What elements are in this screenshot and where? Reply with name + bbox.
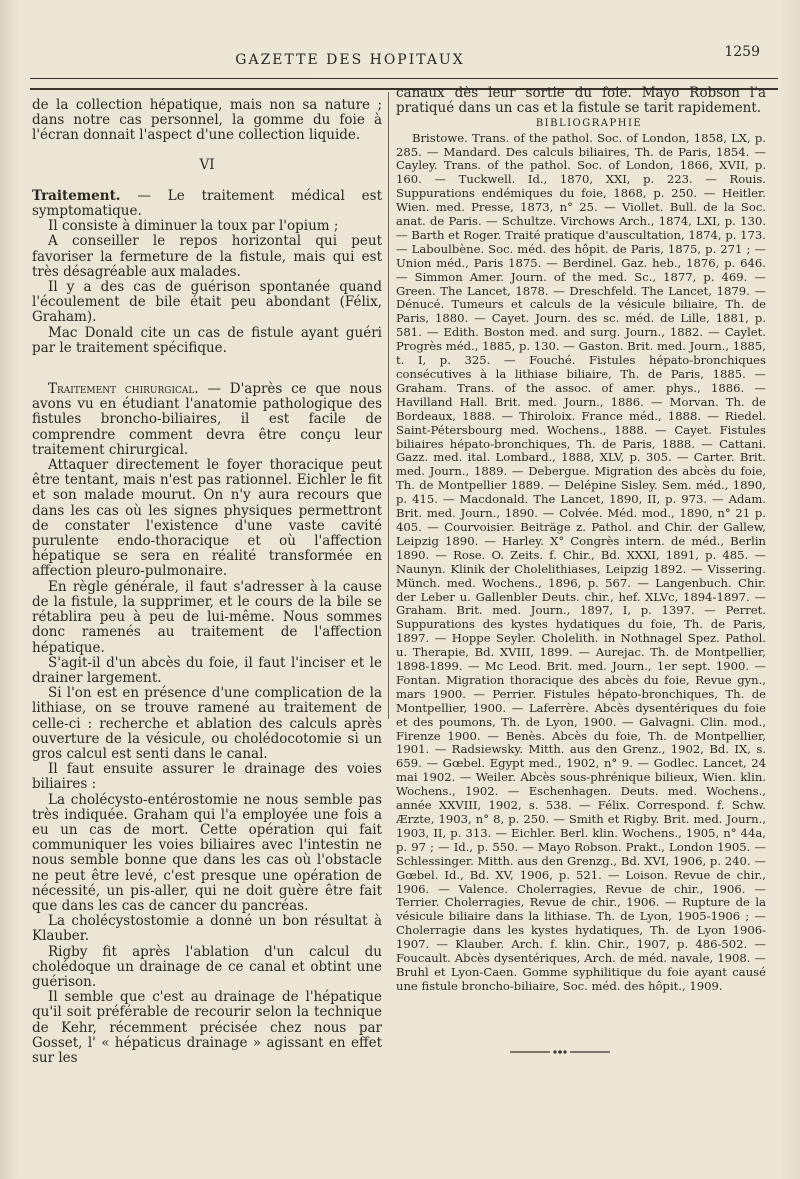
spacer — [32, 356, 382, 382]
surgical-heading: Traitement chirurgical. — [48, 381, 199, 398]
section-number: VI — [199, 156, 215, 173]
paragraph: Il consiste à diminuer la toux par l'opium ; — [48, 218, 339, 235]
paragraph: La cholécysto-entérostomie ne nous semble pas très indiquée. Graham qui l'a employée une fois a eu un cas de mort. Cette opération qui fait communiquer les voies biliaires avec l'intestin ne nous semble bonne que dans les cas où l'obstacle ne peut être levé, c'est presque une opération de nécessité, un pis-aller, qui ne doit guère être fait que dans les cas de cancer du pancréas. — [32, 791, 382, 914]
right-column — [396, 86, 766, 1046]
paragraph: Il faut ensuite assurer le drainage des voies biliaires : — [32, 761, 382, 793]
treatment-text: — Le traitement médical est symptomatique. — [32, 187, 382, 220]
paragraph-treatment — [32, 189, 382, 219]
paragraph: La cholécystostomie a donné un bon résultat à Klauber. — [32, 913, 382, 945]
left-column — [32, 98, 382, 1108]
paragraph: canaux dès leur sortie du foie. Mayo Robson l'a pratiqué dans un cas et la fistule se tarit rapidement. — [396, 86, 766, 117]
page-header-title: GAZETTE DES HOPITAUX — [235, 52, 465, 68]
paragraph: de la collection hépatique, mais non sa nature ; dans notre cas personnel, la gomme du foie à l'écran donnait l'aspect d'une collection liquide. — [32, 98, 382, 144]
paragraph: En règle générale, il faut s'adresser à la cause de la fistule, la supprimer, et le cours de la bile se rétablira peu à peu de lui-même. Nous sommes donc ramenés au traitement de l'affection hépatique. — [32, 578, 382, 656]
paragraph: Attaquer directement le foyer thoracique peut être tentant, mais n'est pas rationnel. Eichler le fit et son malade mourut. On n'y aura recours que dans les cas où les signes physiques permettront de constater l'existence d'une vaste cavité purulente endo-thoracique et où l'affection hépatique se sera en réalité transformée en affection pleuro-pulmonaire. — [32, 457, 382, 580]
paragraph: A conseiller le repos horizontal qui peut favoriser la fermeture de la fistule, mais qui est très désagréable aux malades. — [32, 233, 382, 280]
paragraph: Si l'on est en présence d'une complication de la lithiase, on se trouve ramené au traitement de celle-ci : recherche et ablation des calculs après ouverture de la vésicule, ou cholédocotomie si un gros calcul est senti dans le canal. — [32, 685, 382, 762]
treatment-heading: Traitement. — [32, 187, 121, 204]
surgical-text: — D'après ce que nous avons vu en étudiant l'anatomie pathologique des fistules broncho-biliaires, il est facile de comprendre comment devra être conçu leur traitement chirurgical. — [32, 381, 382, 458]
paragraph: Il semble que c'est au drainage de l'hépatique qu'il soit préférable de recourir selon la technique de Kehr, récemment précisée chez nous par Gosset, l' « hépaticus drainage » agissant en effet sur les — [32, 989, 382, 1066]
page-number: 1259 — [724, 44, 760, 60]
bibliography-heading: BIBLIOGRAPHIE — [535, 118, 643, 130]
end-ornament — [510, 1050, 610, 1054]
paragraph: Mac Donald cite un cas de fistule ayant guéri par le traitement spécifique. — [32, 324, 382, 356]
column-divider — [388, 92, 389, 719]
paragraph: S'agit-il d'un abcès du foie, il faut l'inciser et le drainer largement. — [32, 654, 382, 686]
paragraph-surgical — [32, 382, 382, 458]
bibliography-text: Bristowe. Trans. of the pathol. Soc. of London, 1858, LX, p. 285. — Mandard. Des calculs biliaires, Th. de Paris, 1854. — Cayley. Trans. of the pathol. Soc. of London, 1866, XVII, p. 160. — Tuckwell. Id., 1870, XXI, p. 223. — Rouis. Suppurations endémiques du foie, 1868, p. 250. — Heitler. Wien. med. Presse, 1873, n° 25. — Viollet. Bull. de la Soc. anat. de Paris. — Schultze. Virchows Arch., 1874, LXI, p. 130. — Barth et Roger. Traité pratique d'auscultation, 1874, p. 173. — Laboulbène. Soc. méd. des hôpit. de Paris, 1875, p. 271 ; — Union méd., Paris 1875. — Berdinel. Gaz. heb., 1876, p. 646. — Simmon Amer. Journ. of the med. Sc., 1877, p. 469. — Green. The Lancet, 1878. — Dreschfeld. The Lancet, 1879. — Dénucé. Tumeurs et calculs de la vésicule biliaire, Th. de Paris, 1880. — Cayet. Journ. des sc. méd. de Lille, 1881, p. 581. — Edith. Boston med. and surg. Journ., 1882. — Caylet. Progrès méd., 1885, p. 130. — Gaston. Brit. med. Journ., 1885, t. I, p. 325. — Fouché. Fistules hépato-bronchiques consécutives à la lithiase biliaire, Th. de Paris, 1885. — Graham. Trans. of the assoc. of amer. phys., 1886. — Havilland Hall. Brit. med. Journ., 1886. — Morvan. Th. de Bordeaux, 1888. — Thiroloix. France méd., 1888. — Riedel. Saint-Pétersbourg med. Wochens., 1888. — Cayet. Fistules biliaires hépato-bronchiques, Th. de Paris, 1888. — Cattani. Gazz. med. ital. Lombard., 1888, XLV, p. 305. — Carter. Brit. med. Journ., 1889. — Debergue. Migration des abcès du foie, Th. de Montpellier 1889. — Delépine Sisley. Sem. méd., 1890, p. 415. — Macdonald. The Lancet, 1890, II, p. 973. — Adam. Brit. med. Journ., 1890. — Colvée. Méd. mod., 1890, n° 21 p. 405. — Courvoisier. Beiträge z. Pathol. and Chir. der Gallew, Leipzig 1890. — Harley. X° Congrès intern. de méd., Berlin 1890. — Rose. O. Zeits. f. Chir., Bd. XXXI, 1891, p. 485. — Naunyn. Klinik der Cholelithiases, Leipzig 1892. — Vissering. Münch. med. Wochens., 1896, p. 567. — Langenbuch. Chir. der Leber u. Gallenbler Deuts. chir., hef. XLVc, 1894-1897. — Graham. Brit. med. Journ., 1897, I, p. 1397. — Perret. Suppurations des kystes hydatiques du foie, Th. de Paris, 1897. — Hoppe Seyler. Cholelith. in Nothnagel Spez. Pathol. u. Therapie, Bd. XVIII, 1899. — Aurejac. Th. de Montpellier, 1898-1899. — Mc Leod. Brit. med. Journ., 1er sept. 1900. — Fontan. Migration thoracique des abcès du foie, Revue gyn., mars 1900. — Perrier. Fistules hépato-bronchiques, Th. de Montpellier, 1900. — Laferrère. Abcès dysentériques du foie et des poumons, Th. de Lyon, 1900. — Galvagni. Clin. mod., Firenze 1900. — Benès. Abcès du foie, Th. de Montpellier, 1901. — Radsiewsky. Mitth. aus den Grenz., 1902, Bd. IX, s. 659. — Gœbel. Egypt med., 1902, n° 9. — Godlec. Lancet, 24 mai 1902. — Weiler. Abcès sous-phrénique bilieux, Wien. klin. Wochens., 1902. — Eschenhagen. Deuts. med. Wochens., année XXVIII, 1902, s. 538. — Félix. Correspond. f. Schw. Ærzte, 1903, n° 8, p. 250. — Smith et Rigby. Brit. med. Journ., 1903, II, p. 313. — Eichler. Berl. klin. Wochens., 1905, n° 44a, p. 97 ; — Id., p. 550. — Mayo Robson. Prakt., London 1905. — Schlessinger. Mitth. aus den Grenzg., Bd. XVI, 1906, p. 240. — Gœbel. Id., Bd. XV, 1906, p. 521. — Loison. Revue de chir., 1906. — Valence. Cholerragies, Revue de chir., 1906. — Terrier. Cholerragies, Revue de chir., 1906. — Rupture de la vésicule biliaire dans la lithiase. Th. de Lyon, 1905-1906 ; — Cholerragie dans les kystes hydatiques, Th. de Lyon 1906-1907. — Klauber. Arch. f. klin. Chir., 1907, p. 486-502. — Foucault. Abcès dysentériques, Arch. de méd. navale, 1908. — Bruhl et Lyon-Caen. Gomme syphilitique du foie ayant causé une fistule broncho-biliaire, Soc. méd. des hôpit., 1909. — [396, 130, 766, 993]
paragraph: Il y a des cas de guérison spontanée quand l'écoulement de bile était peu abondant (Félix, Graham). — [32, 279, 382, 326]
header-rule-top — [30, 78, 778, 79]
paragraph: Rigby fit après l'ablation d'un calcul du cholédoque un drainage de ce canal et obtint une guérison. — [32, 943, 382, 990]
